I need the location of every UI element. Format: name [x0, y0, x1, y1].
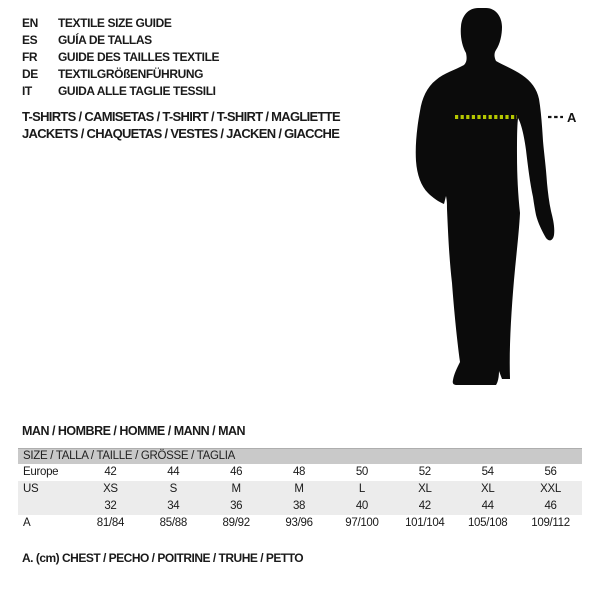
language-code: IT	[22, 84, 32, 98]
size-value: 44	[167, 466, 180, 478]
row-label: US	[23, 483, 39, 495]
row-label: A	[23, 517, 31, 529]
size-value: XXL	[540, 483, 561, 495]
language-title: TEXTILGRÖßENFÜHRUNG	[58, 67, 204, 81]
size-value: S	[169, 483, 177, 495]
size-value: 85/88	[159, 517, 187, 529]
language-title: TEXTILE SIZE GUIDE	[58, 16, 172, 30]
size-value: 52	[418, 466, 431, 478]
language-row-es	[22, 32, 219, 49]
language-title: GUIDE DES TAILLES TEXTILE	[58, 50, 220, 64]
size-value: 93/96	[285, 517, 313, 529]
size-value: 89/92	[222, 517, 250, 529]
language-row-de	[22, 66, 219, 83]
size-value: 44	[481, 500, 494, 512]
size-value: 46	[544, 500, 557, 512]
language-title-list	[22, 15, 219, 100]
size-value: 105/108	[467, 517, 508, 529]
language-title: GUIDA ALLE TAGLIE TESSILI	[58, 84, 216, 98]
language-title: GUÍA DE TALLAS	[58, 33, 152, 47]
size-value: XL	[480, 483, 495, 495]
size-value: 40	[355, 500, 369, 512]
garment-line-tshirts: T-SHIRTS / CAMISETAS / T-SHIRT / T-SHIRT / MAGLIETTE	[22, 109, 340, 124]
size-value: 56	[544, 466, 557, 478]
language-code: EN	[22, 16, 38, 30]
size-value: 46	[230, 466, 243, 478]
man-silhouette-figure	[408, 5, 580, 395]
table-row-chest-a	[18, 515, 582, 532]
size-value: 101/104	[405, 517, 445, 529]
measure-label-a: A	[567, 110, 577, 125]
size-value: 109/112	[531, 517, 570, 529]
language-row-fr	[22, 49, 219, 66]
size-value: M	[231, 483, 241, 495]
man-silhouette-shape	[416, 8, 555, 385]
size-value: 34	[167, 500, 180, 512]
size-value: 42	[104, 466, 117, 478]
garment-types	[22, 108, 340, 142]
size-value: 97/100	[345, 517, 379, 529]
row-label: Europe	[23, 466, 59, 478]
language-row-it	[22, 83, 219, 100]
size-value: 42	[418, 500, 431, 512]
size-value: L	[358, 483, 365, 495]
table-row-us-letters	[18, 481, 582, 498]
table-row-europe	[18, 464, 582, 481]
garment-line-jackets: JACKETS / CHAQUETAS / VESTES / JACKEN / GIACCHE	[22, 126, 340, 141]
language-code: DE	[22, 67, 38, 81]
size-value: 38	[292, 500, 306, 512]
size-value: 81/84	[96, 517, 125, 529]
size-value: M	[294, 483, 304, 495]
measure-footnote: A. (cm) CHEST / PECHO / POITRINE / TRUHE / PETTO	[22, 551, 304, 565]
size-value: XL	[418, 483, 432, 495]
size-value: 50	[355, 466, 369, 478]
table-row-us-numbers	[18, 498, 582, 515]
size-table-header: SIZE / TALLA / TAILLE / GRÖSSE / TAGLIA	[18, 448, 582, 464]
section-title-man: MAN / HOMBRE / HOMME / MANN / MAN	[22, 424, 246, 438]
size-value: 36	[230, 500, 243, 512]
language-row-en	[22, 15, 219, 32]
language-code: ES	[22, 33, 38, 47]
size-value: XS	[103, 483, 118, 495]
size-value: 48	[292, 466, 306, 478]
language-code: FR	[22, 50, 38, 64]
size-value: 54	[481, 466, 494, 478]
size-value: 32	[104, 500, 117, 512]
row-label	[18, 498, 79, 515]
man-silhouette-svg	[408, 5, 580, 395]
size-table	[18, 448, 582, 532]
